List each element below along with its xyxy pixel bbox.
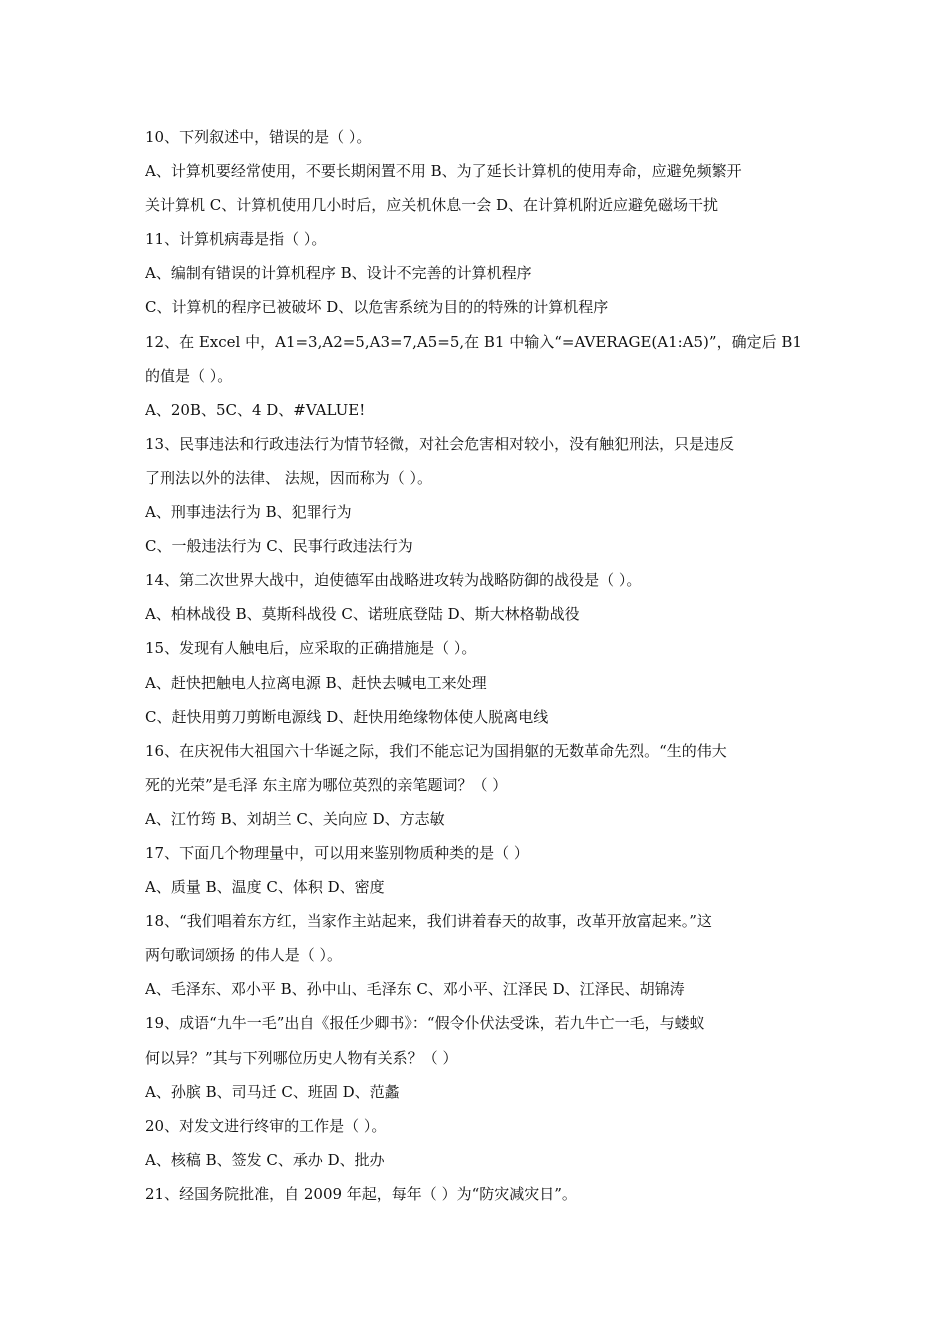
q16-stem-line-2: 死的光荣”是毛泽 东主席为哪位英烈的亲笔题词？（ ） bbox=[145, 775, 508, 794]
q11-options-line-1: A、编制有错误的计算机程序 B、设计不完善的计算机程序 bbox=[145, 264, 532, 283]
q16-stem-line-1: 16、在庆祝伟大祖国六十华诞之际，我们不能忘记为国捐躯的无数革命先烈。“生的伟大 bbox=[145, 741, 727, 760]
q14-stem: 14、第二次世界大战中，迫使德军由战略进攻转为战略防御的战役是（ ）。 bbox=[145, 571, 642, 590]
q19-options: A、孙膑 B、司马迁 C、班固 D、范蠡 bbox=[145, 1082, 400, 1101]
q10-stem: 10、下列叙述中，错误的是（ ）。 bbox=[145, 128, 372, 146]
q18-stem-line-2: 两句歌词颂扬 的伟人是（ ）。 bbox=[145, 946, 343, 965]
q19-stem-line-1: 19、成语“九牛一毛”出自《报任少卿书》：“假令仆伏法受诛，若九牛亡一毛，与蝼蚁 bbox=[145, 1014, 705, 1033]
q16-options: A、江竹筠 B、刘胡兰 C、关向应 D、方志敏 bbox=[145, 809, 445, 828]
q15-stem: 15、发现有人触电后，应采取的正确措施是（ ）。 bbox=[145, 639, 477, 658]
q20-stem: 20、对发文进行终审的工作是（ ）。 bbox=[145, 1116, 387, 1135]
q13-stem-line-2: 了刑法以外的法律、 法规，因而称为（ ）。 bbox=[145, 468, 433, 487]
question-text-block bbox=[145, 120, 815, 1211]
q19-stem-line-2: 何以异？”其与下列哪位历史人物有关系？（ ） bbox=[145, 1048, 458, 1067]
q13-stem-line-1: 13、民事违法和行政违法行为情节轻微，对社会危害相对较小，没有触犯刑法，只是违反 bbox=[145, 434, 735, 453]
q12-options: A、20B、5C、4 D、#VALUE! bbox=[145, 400, 366, 419]
q10-options-line-1: A、计算机要经常使用，不要长期闲置不用 B、为了延长计算机的使用寿命，应避免频繁开 bbox=[145, 162, 742, 181]
q11-options-line-2: C、计算机的程序已被破坏 D、以危害系统为目的的特殊的计算机程序 bbox=[145, 298, 609, 317]
q13-options-line-1: A、刑事违法行为 B、犯罪行为 bbox=[145, 503, 352, 522]
q18-stem-line-1: 18、“我们唱着东方红，当家作主站起来，我们讲着春天的故事，改革开放富起来。”这 bbox=[145, 912, 712, 931]
q12-stem-line-1: 12、在 Excel 中，A1=3,A2=5,A3=7,A5=5,在 B1 中输入“=AVERAGE(A1:A5)”，确定后 B1 bbox=[145, 332, 802, 351]
q17-options: A、质量 B、温度 C、体积 D、密度 bbox=[145, 878, 385, 897]
q11-stem: 11、计算机病毒是指（ ）。 bbox=[145, 230, 327, 249]
q18-options: A、毛泽东、邓小平 B、孙中山、毛泽东 C、邓小平、江泽民 D、江泽民、胡锦涛 bbox=[145, 980, 685, 999]
q21-stem: 21、经国务院批准，自 2009 年起，每年（ ）为“防灾减灾日”。 bbox=[145, 1184, 577, 1203]
q17-stem: 17、下面几个物理量中，可以用来鉴别物质种类的是（ ） bbox=[145, 843, 529, 862]
q12-stem-line-2: 的值是（ ）。 bbox=[145, 366, 233, 385]
q15-options-line-1: A、赶快把触电人拉离电源 B、赶快去喊电工来处理 bbox=[145, 673, 487, 692]
q20-options: A、核稿 B、签发 C、承办 D、批办 bbox=[145, 1150, 385, 1169]
q15-options-line-2: C、赶快用剪刀剪断电源线 D、赶快用绝缘物体使人脱离电线 bbox=[145, 707, 549, 726]
q14-options: A、柏林战役 B、莫斯科战役 C、诺班底登陆 D、斯大林格勒战役 bbox=[145, 605, 580, 624]
q13-options-line-2: C、一般违法行为 C、民事行政违法行为 bbox=[145, 537, 413, 556]
q10-options-line-2: 关计算机 C、计算机使用几小时后，应关机休息一会 D、在计算机附近应避免磁场干扰 bbox=[145, 196, 719, 215]
